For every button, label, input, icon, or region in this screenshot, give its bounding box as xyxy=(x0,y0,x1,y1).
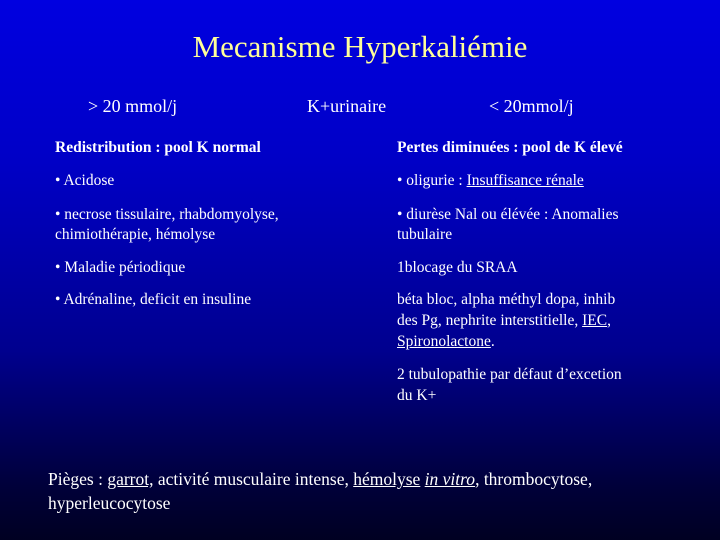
item-necrose-line1: • necrose tissulaire, rhabdomyolyse, xyxy=(55,206,279,223)
redistribution-heading: Redistribution : pool K normal xyxy=(55,139,261,156)
item-maladie-periodique: • Maladie périodique xyxy=(55,259,186,276)
spironolactone-link[interactable]: Spironolactone xyxy=(397,333,491,350)
pieges-paragraph xyxy=(48,467,688,515)
header-high-urinary-k: > 20 mmol/j xyxy=(88,96,178,116)
insuffisance-renale-link[interactable]: Insuffisance rénale xyxy=(466,172,584,189)
pieges-rest: , thrombocytose, xyxy=(475,469,593,489)
item-necrose-line2: chimiothérapie, hémolyse xyxy=(55,226,216,243)
item-acidose: • Acidose xyxy=(55,172,115,189)
drugs-line2 xyxy=(397,311,611,331)
garrot-link[interactable]: garrot, xyxy=(107,469,154,489)
pertes-heading: Pertes diminuées : pool de K élevé xyxy=(397,139,623,156)
pieges-line2: hyperleucocytose xyxy=(48,493,171,513)
hemolyse-link[interactable]: hémolyse xyxy=(353,469,421,489)
item-sraa: 1blocage du SRAA xyxy=(397,259,518,276)
header-urinary-k: K+urinaire xyxy=(307,96,387,116)
in-vitro-link[interactable]: in vitro xyxy=(424,469,476,489)
item-diurese-line2: tubulaire xyxy=(397,226,453,243)
tubulopathie-line1: 2 tubulopathie par défaut d’excetion xyxy=(397,366,622,383)
slide-title: Mecanisme Hyperkaliémie xyxy=(192,29,528,64)
iec-link[interactable]: IEC xyxy=(582,312,608,329)
item-diurese-line1: • diurèse Nal ou élévée : Anomalies xyxy=(397,206,619,223)
drugs-line3 xyxy=(397,332,495,352)
drugs-line2-text: des Pg, nephrite interstitielle, xyxy=(397,312,583,329)
item-adrenaline: • Adrénaline, deficit en insuline xyxy=(55,291,252,308)
item-oligurie xyxy=(397,171,584,191)
drugs-line3-period: . xyxy=(490,333,495,350)
pieges-label: Pièges : xyxy=(48,469,108,489)
drugs-line2-comma: , xyxy=(607,312,611,329)
oligurie-label: • oligurie : xyxy=(397,172,467,189)
header-low-urinary-k: < 20mmol/j xyxy=(489,96,574,116)
tubulopathie-line2: du K+ xyxy=(397,387,437,404)
pieges-middle: activité musculaire intense, xyxy=(153,469,354,489)
drugs-line1: béta bloc, alpha méthyl dopa, inhib xyxy=(397,291,616,308)
